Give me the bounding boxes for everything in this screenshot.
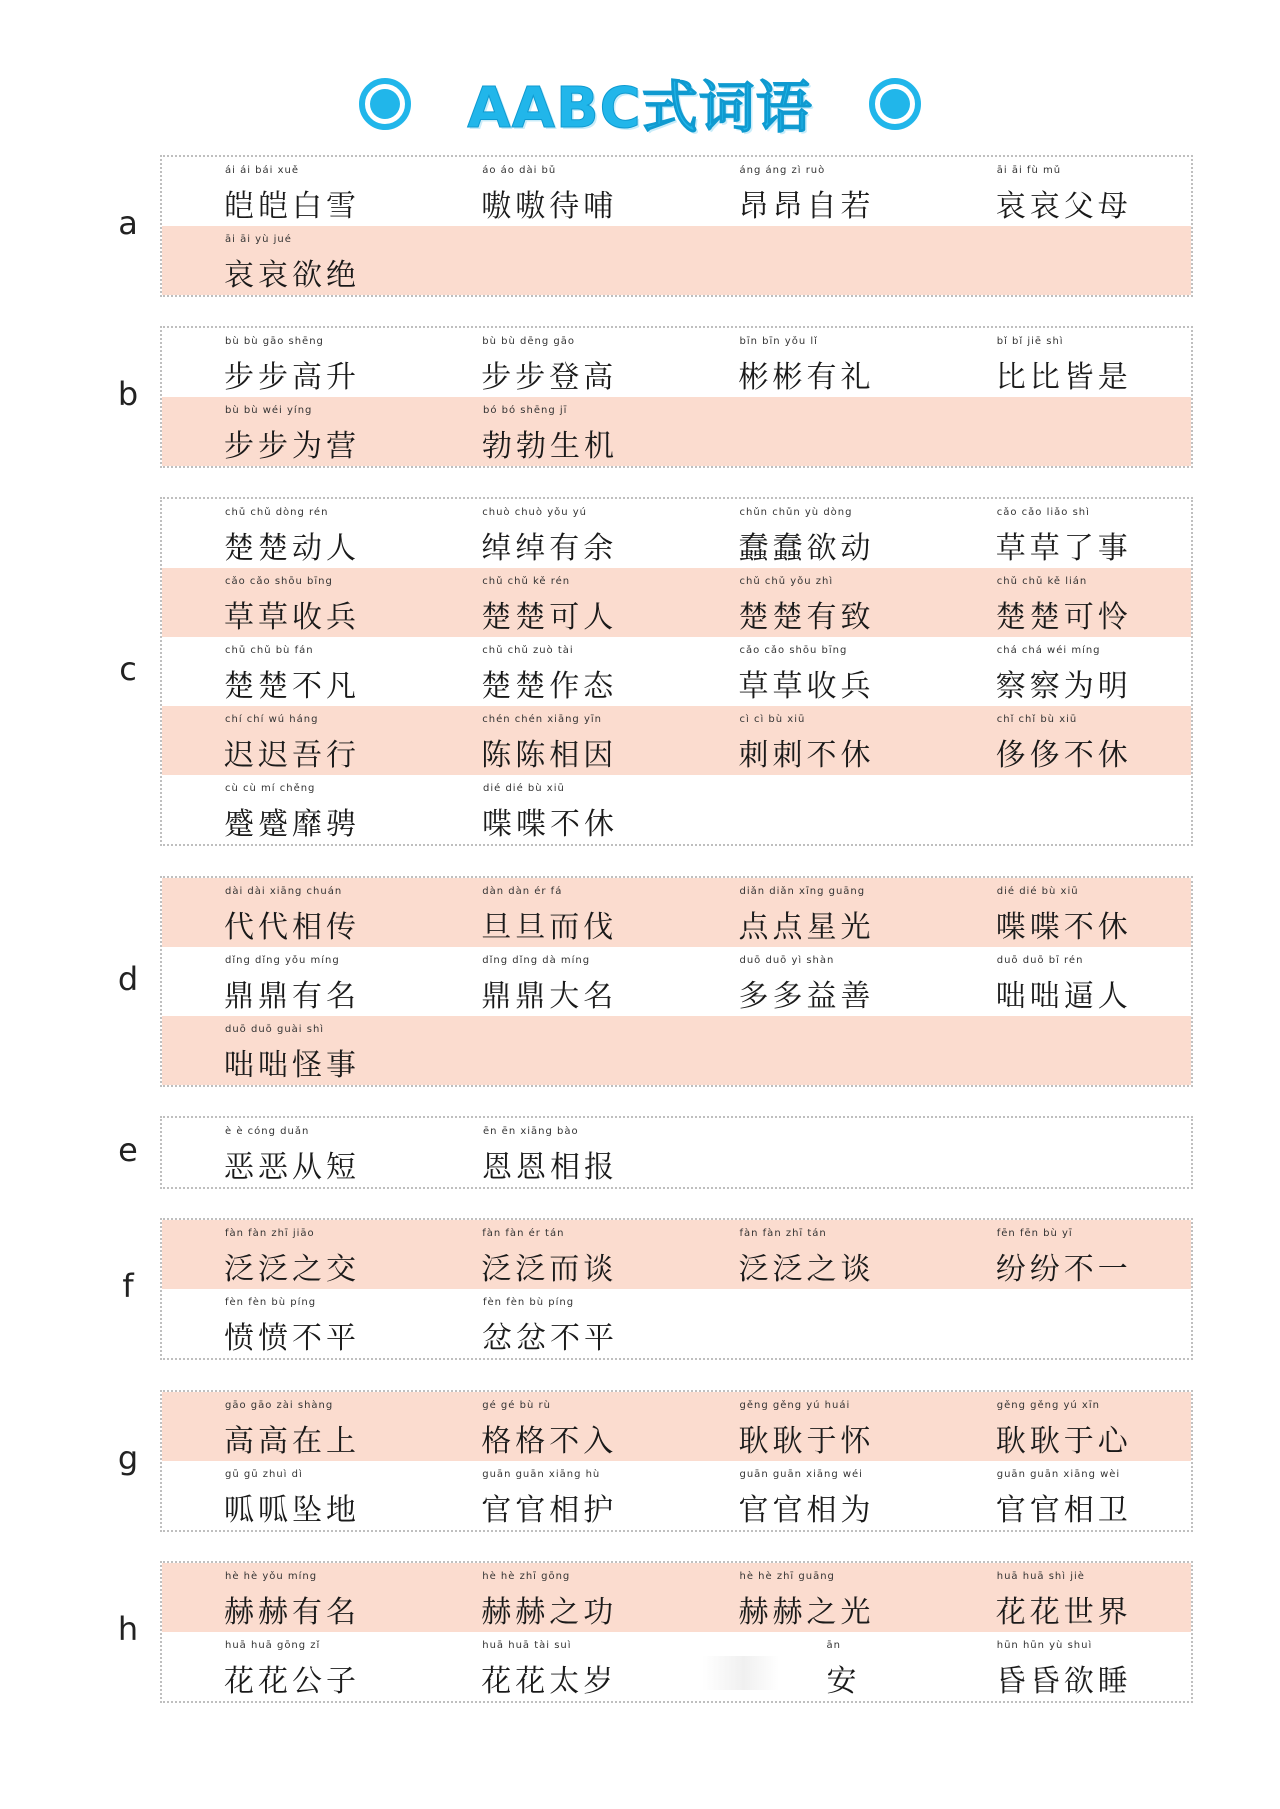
section-letter: a	[118, 204, 138, 242]
word-cell	[419, 157, 676, 226]
idiom-text: 多多益善	[738, 979, 875, 1014]
idiom-text: 步步高升	[224, 360, 360, 395]
idiom-text: 楚楚动人	[224, 531, 360, 566]
word-row	[162, 1461, 1191, 1530]
word-cell	[419, 878, 676, 947]
section-letter: b	[117, 375, 139, 413]
word-cell	[677, 706, 934, 775]
section-letter: d	[117, 959, 139, 998]
word-row	[162, 1563, 1191, 1632]
pinyin-label: bù bù wéi yíng	[225, 405, 313, 416]
word-cell	[419, 947, 676, 1016]
word-cell	[420, 397, 678, 466]
section-d	[160, 876, 1193, 1087]
pinyin-label: chǔn chǔn yù dòng	[739, 507, 853, 518]
pinyin-label: huā huā gōng zǐ	[225, 1640, 321, 1651]
idiom-text: 高高在上	[224, 1424, 360, 1459]
idiom-text: 花花世界	[995, 1595, 1132, 1630]
pinyin-label: hè hè yǒu míng	[225, 1571, 318, 1582]
section-b	[160, 326, 1193, 468]
pinyin-label: chuò chuò yǒu yú	[482, 507, 587, 518]
pinyin-label: ān	[826, 1640, 841, 1651]
idiom-text: 花花太岁	[481, 1664, 618, 1699]
idiom-text: 赫赫之功	[481, 1595, 618, 1630]
idiom-text: 泛泛而谈	[481, 1252, 618, 1287]
idiom-text: 步步为营	[224, 429, 360, 464]
pinyin-label: ēn ēn xiāng bào	[483, 1126, 579, 1137]
word-row	[162, 1016, 1191, 1085]
idiom-text: 泛泛之交	[224, 1252, 360, 1287]
idiom-text: 官官相卫	[995, 1493, 1132, 1528]
pinyin-label: ái ái bái xuě	[225, 165, 300, 176]
pinyin-label: dàn dàn ér fá	[482, 886, 563, 897]
word-cell	[162, 1220, 419, 1289]
idiom-text: 代代相传	[224, 910, 360, 945]
pinyin-label: gé gé bù rù	[482, 1400, 551, 1411]
word-cell	[934, 328, 1191, 397]
pinyin-label: fàn fàn zhī jiāo	[225, 1228, 315, 1239]
idiom-text: 愤愤不平	[224, 1321, 360, 1356]
section-c	[160, 497, 1193, 846]
word-cell	[419, 637, 676, 706]
pinyin-label: bù bù dēng gāo	[482, 336, 575, 347]
idiom-text: 彬彬有礼	[738, 360, 875, 395]
word-cell	[677, 1563, 934, 1632]
word-cell	[162, 157, 419, 226]
word-cell	[934, 878, 1191, 947]
section-letter: e	[118, 1130, 138, 1169]
idiom-text: 楚楚可人	[481, 600, 618, 635]
word-cell	[162, 328, 419, 397]
idiom-text: 忿忿不平	[482, 1321, 618, 1356]
pinyin-label: gāo gāo zài shàng	[225, 1400, 334, 1411]
word-cell	[419, 706, 676, 775]
section-letter: h	[117, 1610, 139, 1648]
word-cell	[419, 328, 676, 397]
idiom-text: 草草收兵	[224, 600, 360, 635]
idiom-text: 官官相护	[481, 1493, 618, 1528]
section-e	[160, 1116, 1193, 1189]
word-cell	[162, 1632, 419, 1701]
idiom-text: 嗷嗷待哺	[481, 189, 618, 224]
idiom-text: 赫赫有名	[224, 1595, 360, 1630]
word-row	[162, 1220, 1191, 1289]
idiom-text: 比比皆是	[995, 360, 1132, 395]
section-letter: c	[119, 649, 137, 688]
word-row	[162, 637, 1191, 706]
pinyin-label: diǎn diǎn xīng guāng	[739, 886, 866, 897]
idiom-text: 刺刺不休	[738, 738, 875, 773]
word-row	[162, 1118, 1191, 1187]
word-cell	[934, 1392, 1191, 1461]
pinyin-label: fèn fèn bù píng	[225, 1297, 317, 1308]
pinyin-label: dǐng dǐng dà míng	[482, 955, 591, 966]
idiom-text: 喋喋不休	[482, 807, 618, 842]
section-letter: g	[117, 1439, 139, 1477]
pinyin-label: guān guān xiāng wéi	[739, 1469, 863, 1480]
pinyin-label: duō duō bī rén	[996, 955, 1084, 966]
word-cell	[162, 878, 419, 947]
pinyin-label: chá chá wéi míng	[996, 645, 1101, 656]
pinyin-label: āi āi fù mǔ	[996, 165, 1062, 176]
word-cell	[934, 157, 1191, 226]
idiom-text: 安	[826, 1664, 861, 1699]
pinyin-label: chǔ chǔ yǒu zhì	[739, 576, 834, 587]
word-cell	[677, 947, 934, 1016]
idiom-text: 勃勃生机	[482, 429, 618, 464]
idiom-text: 喋喋不休	[995, 910, 1132, 945]
pinyin-label: gěng gěng yú xīn	[996, 1400, 1100, 1411]
pinyin-label: dài dài xiāng chuán	[225, 886, 343, 897]
word-row	[162, 568, 1191, 637]
word-cell	[934, 706, 1191, 775]
pinyin-label: dié dié bù xiū	[996, 886, 1079, 897]
pinyin-label: bó bó shēng jī	[483, 405, 568, 416]
section-letter: f	[122, 1267, 134, 1305]
word-cell	[677, 568, 934, 637]
pinyin-label: áo áo dài bǔ	[482, 165, 557, 176]
pinyin-label: fàn fàn zhī tán	[739, 1228, 827, 1239]
title-bar	[0, 62, 1280, 146]
idiom-text: 鼎鼎有名	[224, 979, 360, 1014]
pinyin-label: fèn fèn bù píng	[483, 1297, 575, 1308]
pinyin-label: duō duō guài shì	[225, 1024, 325, 1035]
word-cell	[934, 568, 1191, 637]
pinyin-label: gěng gěng yú huái	[739, 1400, 851, 1411]
word-cell	[162, 568, 419, 637]
word-cell	[677, 1220, 934, 1289]
idiom-text: 恩恩相报	[482, 1150, 618, 1185]
pinyin-label: cǎo cǎo shōu bīng	[225, 576, 333, 587]
word-row	[162, 878, 1191, 947]
pinyin-label: hè hè zhī gōng	[482, 1571, 571, 1582]
pinyin-label: chí chí wú háng	[225, 714, 319, 725]
idiom-text: 迟迟吾行	[224, 738, 360, 773]
pinyin-label: dié dié bù xiū	[483, 783, 565, 794]
idiom-text: 旦旦而伐	[481, 910, 618, 945]
word-cell	[677, 1392, 934, 1461]
word-cell	[420, 775, 678, 844]
ring-icon	[869, 78, 921, 130]
word-cell	[162, 397, 420, 466]
word-cell	[677, 1461, 934, 1530]
word-cell	[677, 1632, 934, 1701]
word-cell	[677, 878, 934, 947]
word-cell	[934, 1563, 1191, 1632]
pinyin-label: huā huā tài suì	[482, 1640, 572, 1651]
word-row	[162, 1289, 1191, 1358]
word-cell	[677, 157, 934, 226]
idiom-text: 花花公子	[224, 1664, 360, 1699]
section-g	[160, 1390, 1193, 1532]
pinyin-label: chǐ chǐ bù xiū	[996, 714, 1078, 725]
word-row	[162, 947, 1191, 1016]
idiom-text: 赫赫之光	[738, 1595, 875, 1630]
word-cell	[677, 637, 934, 706]
pinyin-label: cì cì bù xiū	[739, 714, 806, 725]
idiom-text: 恶恶从短	[224, 1150, 360, 1185]
idiom-text: 哀哀欲绝	[224, 258, 360, 293]
idiom-text: 楚楚作态	[481, 669, 618, 704]
word-cell	[419, 568, 676, 637]
pinyin-label: fēn fēn bù yī	[996, 1228, 1073, 1239]
pinyin-label: gū gū zhuì dì	[225, 1469, 303, 1480]
word-cell	[677, 328, 934, 397]
word-row	[162, 226, 1191, 295]
word-cell	[162, 1461, 419, 1530]
word-cell	[162, 1392, 419, 1461]
word-cell	[419, 1632, 676, 1701]
word-cell	[162, 947, 419, 1016]
idiom-text: 陈陈相因	[481, 738, 618, 773]
idiom-text: 草草了事	[995, 531, 1132, 566]
word-row	[162, 328, 1191, 397]
pinyin-label: hè hè zhī guāng	[739, 1571, 835, 1582]
pinyin-label: guān guān xiāng hù	[482, 1469, 601, 1480]
idiom-text: 绰绰有余	[481, 531, 618, 566]
word-row	[162, 775, 1191, 844]
idiom-text: 咄咄怪事	[224, 1048, 360, 1083]
idiom-text: 鼎鼎大名	[481, 979, 618, 1014]
idiom-text: 纷纷不一	[995, 1252, 1132, 1287]
word-cell	[419, 1563, 676, 1632]
section-f	[160, 1218, 1193, 1360]
word-row	[162, 499, 1191, 568]
pinyin-label: chǔ chǔ kě rén	[482, 576, 571, 587]
idiom-text: 侈侈不休	[995, 738, 1132, 773]
pinyin-label: fàn fàn ér tán	[482, 1228, 565, 1239]
pinyin-label: chǔ chǔ zuò tài	[482, 645, 574, 656]
word-cell	[934, 1220, 1191, 1289]
idiom-text: 昂昂自若	[738, 189, 875, 224]
word-row	[162, 157, 1191, 226]
word-cell	[677, 499, 934, 568]
word-row	[162, 397, 1191, 466]
pinyin-label: chǔ chǔ bù fán	[225, 645, 314, 656]
word-cell	[162, 637, 419, 706]
idiom-text: 楚楚有致	[738, 600, 875, 635]
word-cell	[162, 706, 419, 775]
word-cell	[162, 1289, 420, 1358]
pinyin-label: è è cóng duǎn	[225, 1126, 310, 1137]
word-cell	[420, 1289, 678, 1358]
pinyin-label: chén chén xiāng yīn	[482, 714, 602, 725]
idiom-text: 楚楚不凡	[224, 669, 360, 704]
idiom-text: 哀哀父母	[995, 189, 1132, 224]
pinyin-label: hūn hūn yù shuì	[996, 1640, 1093, 1651]
idiom-text: 咄咄逼人	[995, 979, 1132, 1014]
idiom-text: 步步登高	[481, 360, 618, 395]
idiom-text: 皑皑白雪	[224, 189, 360, 224]
ring-icon	[359, 78, 411, 130]
idiom-text: 昏昏欲睡	[995, 1664, 1132, 1699]
word-cell	[420, 1118, 678, 1187]
word-cell	[934, 1632, 1191, 1701]
pinyin-label: duō duō yì shàn	[739, 955, 835, 966]
idiom-text: 泛泛之谈	[738, 1252, 875, 1287]
pinyin-label: guān guān xiāng wèi	[996, 1469, 1121, 1480]
pinyin-label: cǎo cǎo shōu bīng	[739, 645, 848, 656]
pinyin-label: áng áng zì ruò	[739, 165, 826, 176]
word-row	[162, 1392, 1191, 1461]
idiom-text: 察察为明	[995, 669, 1132, 704]
idiom-text: 点点星光	[738, 910, 875, 945]
idiom-text: 呱呱坠地	[224, 1493, 360, 1528]
pinyin-label: dǐng dǐng yǒu míng	[225, 955, 340, 966]
pinyin-label: bǐ bǐ jiē shì	[996, 336, 1064, 347]
word-cell	[162, 226, 420, 295]
page-title: AABC式词语	[467, 76, 813, 141]
section-a	[160, 155, 1193, 297]
idiom-text: 官官相为	[738, 1493, 875, 1528]
word-cell	[162, 1016, 420, 1085]
word-cell	[419, 1461, 676, 1530]
idiom-text: 格格不入	[481, 1424, 618, 1459]
word-cell	[934, 637, 1191, 706]
pinyin-label: cǎo cǎo liǎo shì	[996, 507, 1090, 518]
section-h	[160, 1561, 1193, 1703]
word-cell	[934, 947, 1191, 1016]
idiom-text: 耿耿于怀	[738, 1424, 875, 1459]
word-cell	[162, 1118, 420, 1187]
idiom-text: 楚楚可怜	[995, 600, 1132, 635]
pinyin-label: chǔ chǔ kě lián	[996, 576, 1088, 587]
idiom-text: 蹙蹙靡骋	[224, 807, 360, 842]
word-row	[162, 706, 1191, 775]
smudge-mark	[667, 1656, 807, 1690]
idiom-text: 耿耿于心	[995, 1424, 1132, 1459]
pinyin-label: āi āi yù jué	[225, 234, 292, 245]
idiom-text: 蠢蠢欲动	[738, 531, 875, 566]
pinyin-label: bù bù gāo shēng	[225, 336, 324, 347]
word-cell	[419, 1392, 676, 1461]
idiom-text: 草草收兵	[738, 669, 875, 704]
pinyin-label: bīn bīn yǒu lǐ	[739, 336, 818, 347]
word-cell	[162, 775, 420, 844]
pinyin-label: huā huā shì jiè	[996, 1571, 1085, 1582]
pinyin-label: cù cù mí chěng	[225, 783, 316, 794]
pinyin-label: chǔ chǔ dòng rén	[225, 507, 329, 518]
word-cell	[934, 1461, 1191, 1530]
word-cell	[162, 499, 419, 568]
word-cell	[419, 499, 676, 568]
word-row	[162, 1632, 1191, 1701]
word-cell	[934, 499, 1191, 568]
word-cell	[419, 1220, 676, 1289]
word-cell	[162, 1563, 419, 1632]
